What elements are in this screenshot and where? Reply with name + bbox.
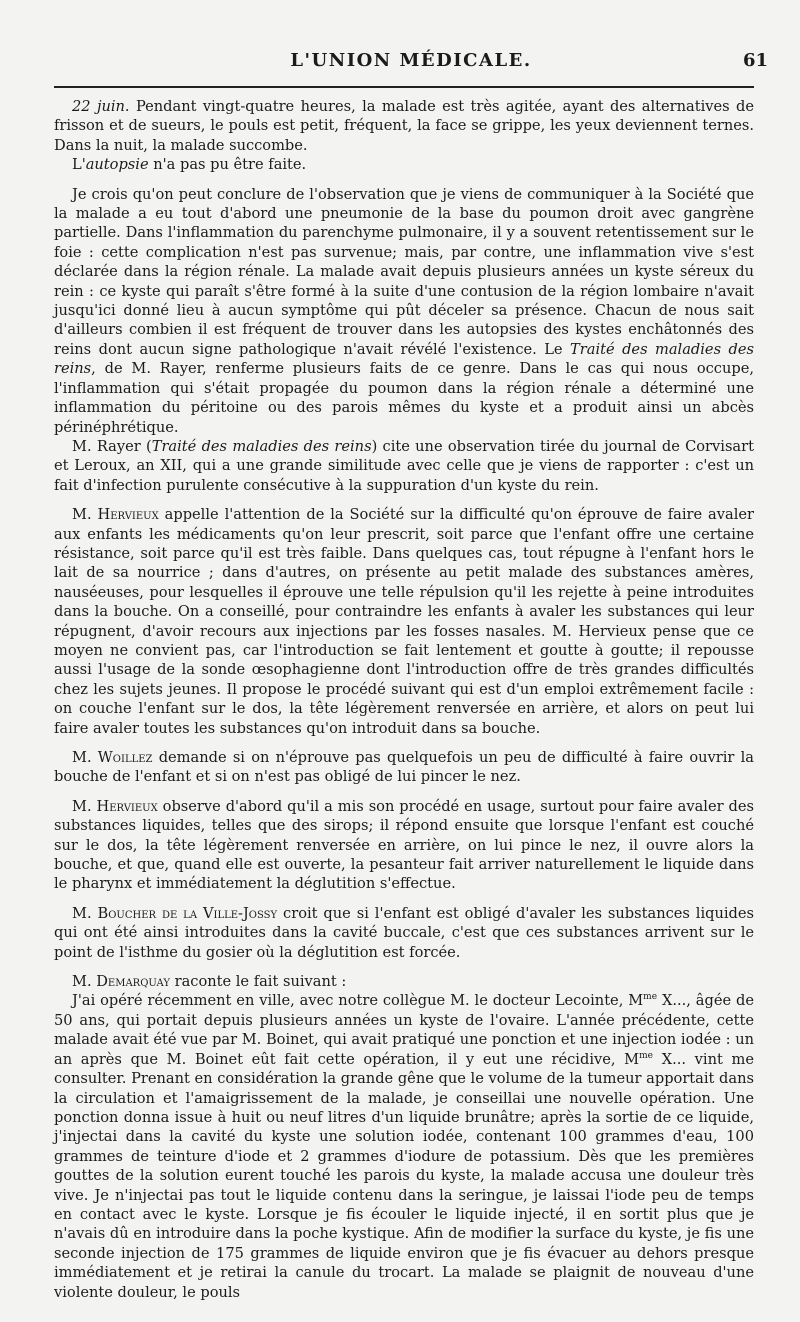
paragraph-text: ) cite une observation tirée du journal de Corvisart et Leroux, an XII, qui a une grande similitude avec celle que je viens de rapporter : c'est un fait d'infection purulente consécutive à la suppuration d'un kyste du rein. [54, 437, 754, 494]
speaker-name: M. Hervieux [72, 797, 158, 815]
speaker-name: M. Hervieux [72, 506, 159, 524]
paragraph-autopsy [54, 155, 754, 174]
paragraph-text: appelle l'attention de la Société sur la difficulté qu'on éprouve de faire avaler aux enfants les médicaments qu'on leur prescrit, soit parce que l'enfant offre une certaine résistance, soit parce qu'il est très faible. Dans quelques cas, tout répugne à l'enfant hors le lait de sa nourrice ; dans d'autres, on présente au petit malade des substances amères, nauséeuses, pour lesquelles il éprouve une telle répulsion qu'il les rejette à peine introduites dans la bouche. On a conseillé, pour contraindre les enfants à avaler les substances qui leur répugnent, d'avoir recours aux injections par les fosses nasales. M. Hervieux pense que ce moyen ne convient pas, car l'introduction se fait lentement et goutte à goutte; il repousse aussi l'usage de la sonde œsophagienne dont l'introduction offre de très grandes difficultés chez les sujets jeunes. Il propose le procédé suivant qui est d'un emploi extrêmement facile : on couche l'enfant sur le dos, la tête légèrement renversée en arrière, et alors on peut lui faire avaler toutes les substances qu'on introduit dans sa bouche. [54, 506, 754, 737]
book-title: Traité des maladies des reins [54, 340, 754, 378]
paragraph-boucher-remark [54, 904, 754, 962]
running-header [52, 46, 770, 76]
paragraph-conclusion [54, 185, 754, 437]
paragraph-text: L' [72, 156, 86, 174]
speaker-name: M. Demarquay [72, 973, 170, 991]
paragraph-text: X... vint me consulter. Prenant en considération la grande gêne que le volume de la tumeur apportait dans la circulation et l'amaigrissement de la malade, je conseillai une nouvelle opération. Une ponction donna issue à huit ou neuf litres d'un liquide brunâtre; après la sortie de ce liquide, j'injectai dans la cavité du kyste une solution iodée, contenant 100 grammes d'eau, 100 grammes de teinture d'iode et 2 grammes d'iodure de potassium. Dès que les premières gouttes de la solution eurent touché les parois du kyste, la malade accusa une douleur très vive. Je n'injectai pas tout le liquide contenu dans la seringue, je laissai l'iode peu de temps en contact avec le kyste. Lorsque je fis écouler le liquide injecté, il en sortit plus que je n'avais dû en introduire dans la poche kystique. Afin de modifier la surface du kyste, je fis une seconde injection de 175 grammes de liquide environ que je fis évacuer au dehors presque immédiatement et je retirai la canule du trocart. La malade se plaignit de nouveau d'une violente douleur, le pouls [54, 1050, 755, 1301]
paragraph-text: n'a pas pu être faite. [148, 156, 307, 174]
paragraph-hervieux-proposal [54, 505, 754, 738]
speaker-name: M. Woillez [72, 749, 153, 766]
book-title: Traité des maladies des reins [151, 437, 372, 455]
entry-date: 22 juin. [72, 98, 130, 115]
paragraph-text: J'ai opéré récemment en ville, avec notre collègue M. le docteur Lecointe, M [72, 992, 644, 1010]
paragraph-text: Je crois qu'on peut conclure de l'observation que je viens de communiquer à la Société que la malade a eu tout d'abord une pneumonie de la base du poumon droit avec gangrène partielle. Dans l'inflammation du parenchyme pulmonaire, il y a souvent retentissement sur le foie : cette complication n'est pas survenue; mais, par contre, une inflammation vive s'est déclarée dans la région rénale. La malade avait depuis plusieurs années un kyste séreux du rein : ce kyste qui paraît s'être formé à la suite d'une contusion de la région lombaire n'avait jusqu'ici donné lieu à aucun symptôme qui pût déceler sa présence. Chacun de nous sait d'ailleurs combien il est fréquent de trouver dans les autopsies des kystes enchâtonnés des reins dont aucun signe pathologique n'avait révélé l'existence. Le [54, 185, 754, 358]
page-number: 61 [742, 50, 768, 71]
paragraph-text: Pendant vingt-quatre heures, la malade est très agitée, ayant des alternatives de frisson et de sueurs, le pouls est petit, fréquent, la face se grippe, les yeux deviennent ternes. Dans la nuit, la malade succombe. [54, 98, 754, 154]
journal-title: L'UNION MÉDICALE. [290, 50, 532, 71]
paragraph-demarquay-case [54, 991, 754, 1302]
paragraph-text: , de M. Rayer, renferme plusieurs faits de ce genre. Dans le cas qui nous occupe, l'inflammation qui s'était propagée du poumon dans la région rénale a déterminé une inflammation du péritoine ou des parois mêmes du kyste et a produit ainsi un abcès périnéphrétique. [54, 360, 754, 436]
paragraph-text: X..., âgée de 50 ans, qui portait depuis plusieurs années un kyste de l'ovaire. L'année précédente, cette malade avait été vue par M. Boinet, qui avait pratiqué une ponction et une injection iodée : un an après que M. Boinet eût fait cette opération, il y eut une récidive, M [54, 992, 754, 1068]
paragraph-june-22 [54, 97, 754, 155]
paragraph-text: M. Rayer ( [72, 437, 152, 455]
speaker-name: M. Boucher de la Ville-Jossy [72, 904, 278, 922]
paragraph-text: croit que si l'enfant est obligé d'avaler les substances liquides qui ont été ainsi introduites dans la cavité buccale, c'est que ces substances arrivent sur le point de l'isthme du gosier où la déglutition est forcée. [54, 904, 755, 961]
paragraph-rayer-citation [54, 437, 754, 495]
superscript-me: me [639, 1050, 654, 1061]
header-rule [54, 86, 754, 88]
article-body [54, 97, 754, 1302]
superscript-me: me [643, 992, 658, 1003]
paragraph-hervieux-reply [54, 797, 754, 894]
paragraph-woillez-question [54, 748, 754, 787]
paragraph-text: demande si on n'éprouve pas quelquefois un peu de difficulté à faire ouvrir la bouche de l'enfant et si on n'est pas obligé de lui pincer le nez. [54, 749, 754, 786]
autopsy-term: autopsie [85, 156, 149, 174]
paragraph-text: raconte le fait suivant : [169, 973, 347, 991]
paragraph-text: observe d'abord qu'il a mis son procédé en usage, surtout pour faire avaler des substances liquides, telles que des sirops; il répond ensuite que lorsque l'enfant est couché sur le dos, la tête légèrement renversée en arrière, on lui pince le nez, il ouvre alors la bouche, et que, quand elle est ouverte, la pesanteur fait arriver naturellement le liquide dans le pharynx et immédiatement la déglutition s'effectue. [54, 797, 754, 893]
paragraph-demarquay-intro [54, 972, 754, 991]
